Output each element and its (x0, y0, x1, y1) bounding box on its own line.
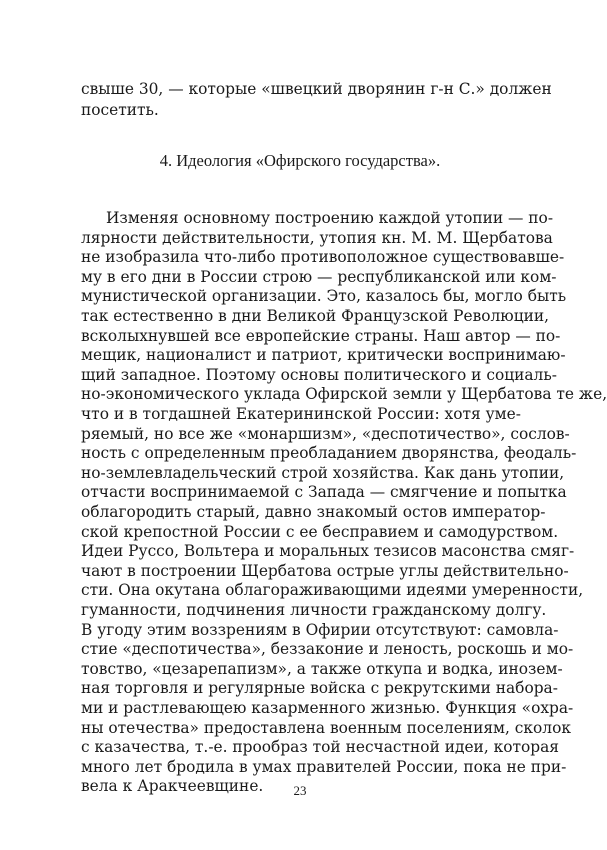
top-paragraph-line: свыше 30, — которые «швецкий дворянин г-н С.» должен (81, 80, 552, 98)
paragraph-line: но-землевладельческий строй хозяйства. Как дань утопии, (81, 463, 565, 482)
paragraph-line: ная торговля и регулярные войска с рекрутскими набора- (81, 679, 558, 698)
paragraph-line: ны отечества» предоставлена военным поселениям, сколок (81, 718, 571, 737)
paragraph-line: В угоду этим воззрениям в Офирии отсутствуют: самовла- (81, 620, 559, 639)
page-number: 23 (293, 783, 307, 798)
paragraph-line: всколыхнувшей все европейские страны. Наш автор — по- (81, 326, 561, 345)
paragraph-line: гуманности, подчинения личности гражданскому долгу. (81, 601, 547, 619)
paragraph-line: ской крепостной России с ее бесправием и самодурством. (81, 522, 559, 541)
paragraph-line: Изменяя основному построению каждой утопии — по- (106, 209, 554, 227)
paragraph-line: много лет бродила в умах правителей России, пока не при- (81, 757, 567, 776)
paragraph-line: му в его дни в России строю — республиканской или ком- (81, 267, 557, 286)
paragraph-line: товство, «цезарепапизм», а также откупа и водка, инозем- (81, 659, 563, 678)
paragraph-line: с казачества, т.-е. прообраз той несчастной идеи, которая (81, 738, 560, 757)
paragraph-line: Идеи Руссо, Вольтера и моральных тезисов масонства смяг- (81, 542, 575, 561)
paragraph-line: ми и растлевающею казарменного жизнью. Функция «охра- (81, 699, 574, 717)
paragraph-line: вела к Аракчеевщине. (81, 777, 264, 796)
paragraph-line: так естественно в дни Великой Французской Революции, (81, 307, 550, 325)
paragraph-line: щий западное. Поэтому основы политического и социаль- (81, 365, 557, 384)
paragraph-line: что и в тогдашней Екатерининской России: хотя уме- (81, 405, 521, 423)
paragraph-line: чают в построении Щербатова острые углы действительно- (81, 561, 569, 580)
paragraph-line: облагородить старый, давно знакомый остов император- (81, 503, 546, 521)
paragraph-line: но-экономического уклада Офирской земли у Щербатова те же, (81, 385, 607, 404)
paragraph-line: отчасти воспринимаемой с Запада — смягчение и попытка (81, 483, 567, 502)
paragraph-line: ряемый, но все же «монаршизм», «деспотичество», сослов- (81, 424, 570, 443)
paragraph-line: стие «деспотичества», беззаконие и леность, роскошь и мо- (81, 640, 574, 659)
paragraph-line: мунистической организации. Это, казалось бы, могло быть (81, 287, 567, 306)
paragraph-line: ность с определенным преобладанием дворянства, феодаль- (81, 444, 577, 463)
paragraph-line: мещик, националист и патриот, критически воспринимаю- (81, 346, 566, 365)
paragraph-line: лярности действительности, утопия кн. М. М. Щербатова (81, 228, 553, 247)
section-heading: 4. Идеология «Офирского государства». (159, 151, 441, 170)
paragraph-line: сти. Она окутана облагораживающими идеями умеренности, (81, 581, 584, 600)
paragraph-line: не изобразила что-либо противоположное существовавше- (81, 248, 565, 267)
top-paragraph-line: посетить. (81, 101, 159, 119)
